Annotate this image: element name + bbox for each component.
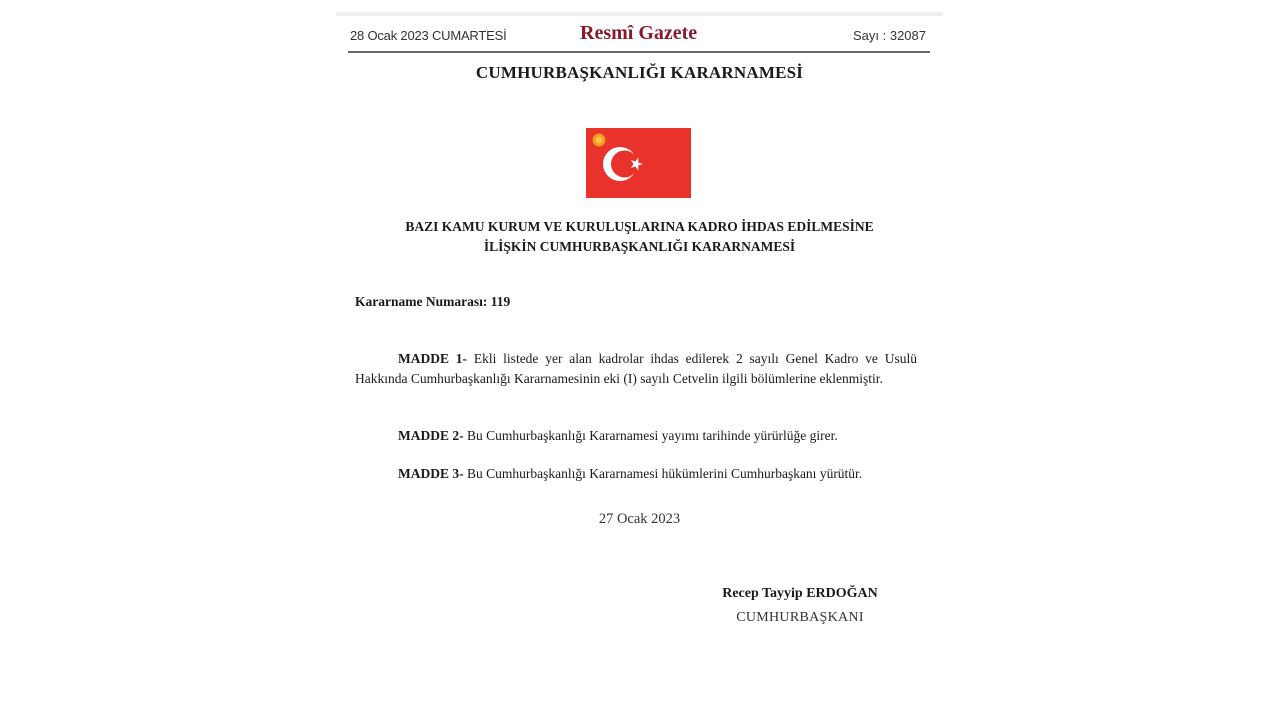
article-text: Ekli listede yer alan kadrolar ihdas edilerek 2 sayılı Genel Kadro ve Usulü Hakkında Cumhurbaşkanlığı Kararnamesinin eki (I) sayılı Cetvelin ilgili bölümlerine eklenmiştir. bbox=[355, 351, 917, 386]
decree-number: Kararname Numarası: 119 bbox=[355, 294, 511, 309]
decree-title bbox=[336, 217, 943, 257]
page-top-border bbox=[336, 12, 943, 16]
article-label: MADDE 1- bbox=[398, 351, 468, 366]
publication-date: 28 Ocak 2023 CUMARTESİ bbox=[350, 28, 507, 43]
article-text: Bu Cumhurbaşkanlığı Kararnamesi hükümlerini Cumhurbaşkanı yürütür. bbox=[463, 466, 863, 481]
document-heading: CUMHURBAŞKANLIĞI KARARNAMESİ bbox=[475, 63, 804, 82]
masthead-divider bbox=[348, 51, 930, 53]
decree-title-line: İLİŞKİN CUMHURBAŞKANLIĞI KARARNAMESİ bbox=[483, 239, 796, 254]
gazette-title: Resmî Gazete bbox=[580, 22, 698, 44]
masthead bbox=[348, 22, 928, 50]
article-label: MADDE 2- bbox=[398, 428, 464, 443]
article-2 bbox=[355, 426, 917, 446]
article-label: MADDE 3- bbox=[398, 466, 464, 481]
decree-title-line: BAZI KAMU KURUM VE KURULUŞLARINA KADRO İHDAS EDİLMESİNE bbox=[405, 219, 874, 234]
signature-date: 27 Ocak 2023 bbox=[598, 511, 681, 527]
article-text: Bu Cumhurbaşkanlığı Kararnamesi yayımı tarihinde yürürlüğe girer. bbox=[463, 428, 838, 443]
signer-title: CUMHURBAŞKANI bbox=[736, 610, 864, 625]
article-3 bbox=[355, 464, 917, 484]
signer-name: Recep Tayyip ERDOĞAN bbox=[722, 586, 878, 601]
article-1 bbox=[355, 349, 917, 389]
issue-number: Sayı : 32087 bbox=[853, 28, 926, 43]
turkish-flag-icon bbox=[586, 128, 691, 198]
flag-graphic bbox=[586, 128, 691, 198]
